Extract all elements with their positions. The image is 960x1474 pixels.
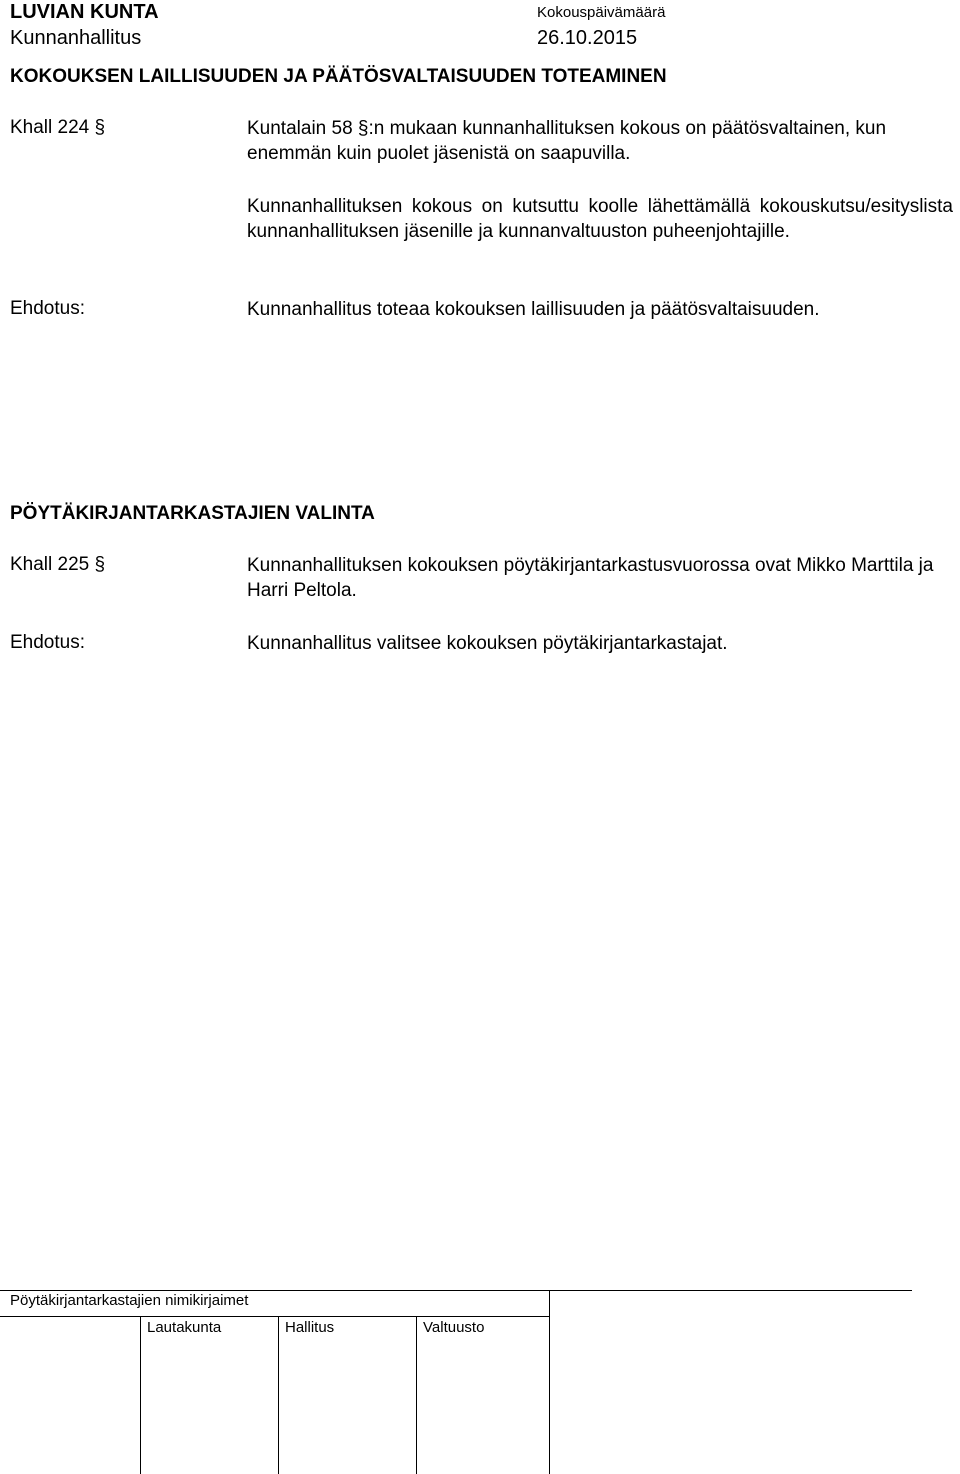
section-number-224: [10, 116, 105, 140]
signature-column-line: [549, 1316, 550, 1474]
signature-column-council: Valtuusto: [423, 1319, 485, 1336]
section-label: Khall 224: [10, 117, 90, 138]
legality-paragraph-1: Kuntalain 58 §:n mukaan kunnanhallituksen kokous on päätösvaltainen, kun enemmän kuin puolet jäsenistä on saapuvilla.: [247, 118, 887, 164]
section-heading-legality: KOKOUKSEN LAILLISUUDEN JA PÄÄTÖSVALTAISUUDEN TOTEAMINEN: [10, 66, 667, 87]
section-mark: §: [94, 554, 106, 575]
meeting-date: 26.10.2015: [537, 27, 638, 49]
signature-grid-row-line: [0, 1316, 550, 1317]
organization-name: LUVIAN KUNTA: [10, 1, 159, 23]
signatures-label: Pöytäkirjantarkastajien nimikirjaimet: [10, 1292, 249, 1309]
section-label: Khall 225: [10, 554, 90, 575]
signature-column-committee: Lautakunta: [147, 1319, 222, 1336]
proposal-label: Ehdotus:: [10, 632, 85, 653]
signature-column-line: [416, 1316, 417, 1474]
signature-column-line: [140, 1316, 141, 1474]
proposal-text: Kunnanhallitus valitsee kokouksen pöytäkirjantarkastajat.: [247, 633, 728, 654]
signature-grid-top-line: [0, 1290, 912, 1291]
proposal-label: Ehdotus:: [10, 298, 85, 319]
department-name: Kunnanhallitus: [10, 27, 142, 49]
section-number-225: [10, 553, 105, 577]
signature-column-board: Hallitus: [285, 1319, 335, 1336]
signature-grid-divider: [549, 1290, 550, 1317]
signature-column-line: [278, 1316, 279, 1474]
meeting-date-label: Kokouspäivämäärä: [537, 4, 666, 21]
legality-paragraph-2: Kunnanhallituksen kokous on kutsuttu koolle lähettämällä kokouskutsu/esityslista kunnanhallituksen jäsenille ja kunnanvaltuuston puheenjohtajille.: [247, 196, 953, 242]
section-mark: §: [94, 117, 106, 138]
section-heading-minutes-checkers: PÖYTÄKIRJANTARKASTAJIEN VALINTA: [10, 503, 375, 524]
proposal-text: Kunnanhallitus toteaa kokouksen laillisuuden ja päätösvaltaisuuden.: [247, 299, 820, 320]
checkers-paragraph-1: Kunnanhallituksen kokouksen pöytäkirjantarkastusvuorossa ovat Mikko Marttila ja Harri Peltola.: [247, 555, 934, 601]
